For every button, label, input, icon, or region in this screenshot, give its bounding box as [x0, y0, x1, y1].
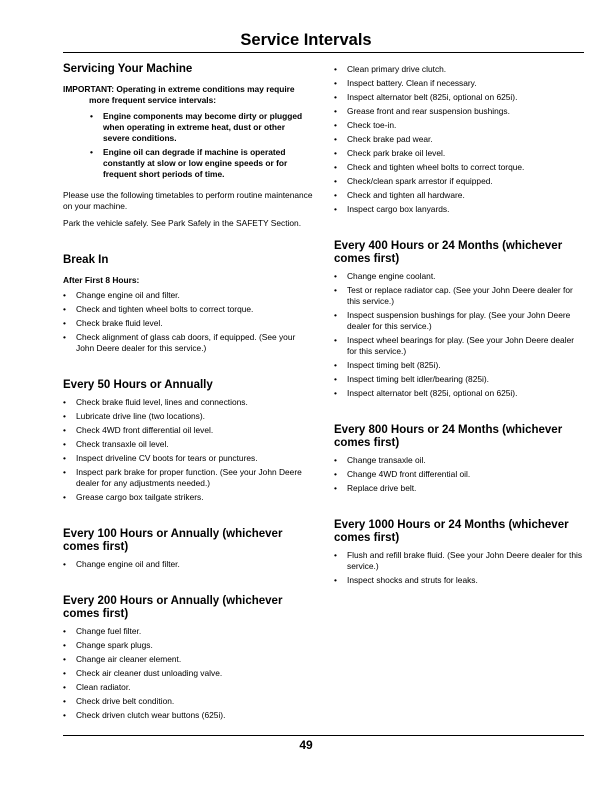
intro-paragraph: Please use the following timetables to perform routine maintenance on your machine.: [63, 190, 313, 211]
list-item: • Check alignment of glass cab doors, if equipped. (See your John Deere dealer for this service.): [76, 332, 313, 354]
important-item: • Engine oil can degrade if machine is operated constantly at slow or low engine speeds or for frequent short periods of time.: [103, 147, 313, 180]
important-item: • Engine components may become dirty or plugged when operating in extreme heat, dust or other severe conditions.: [103, 111, 313, 144]
every-800-heading: Every 800 Hours or 24 Months (whichever comes first): [334, 424, 563, 449]
every-400-list: [334, 271, 584, 399]
list-item: • Check/clean spark arrestor if equipped.: [347, 176, 584, 187]
list-item: • Test or replace radiator cap. (See your John Deere dealer for this service.): [347, 285, 584, 307]
list-item: • Replace drive belt.: [347, 483, 584, 494]
every-400-heading: Every 400 Hours or 24 Months (whichever comes first): [334, 240, 563, 265]
break-in-subheading: After First 8 Hours:: [63, 275, 140, 285]
list-item: • Check brake fluid level, lines and connections.: [76, 397, 313, 408]
break-in-heading: Break In: [63, 254, 109, 266]
list-item: • Change transaxle oil.: [347, 455, 584, 466]
list-item: • Check and tighten wheel bolts to correct torque.: [76, 304, 313, 315]
list-item: • Inspect timing belt (825i).: [347, 360, 584, 371]
list-item: • Change engine coolant.: [347, 271, 584, 282]
list-item: • Check transaxle oil level.: [76, 439, 313, 450]
list-item: • Grease cargo box tailgate strikers.: [76, 492, 313, 503]
list-item: • Inspect timing belt idler/bearing (825i).: [347, 374, 584, 385]
list-item: • Change air cleaner element.: [76, 654, 313, 665]
left-column: [63, 63, 313, 724]
list-item: • Inspect park brake for proper function. (See your John Deere dealer for any adjustments needed.): [76, 467, 313, 489]
every-50-heading: Every 50 Hours or Annually: [63, 379, 213, 391]
header-rule: [63, 52, 584, 53]
every-200-heading: Every 200 Hours or Annually (whichever comes first): [63, 595, 283, 620]
list-item: • Inspect alternator belt (825i, optional on 625i).: [347, 92, 584, 103]
list-item: • Grease front and rear suspension bushings.: [347, 106, 584, 117]
right-column: [334, 63, 584, 589]
list-item: • Change engine oil and filter.: [76, 559, 313, 570]
every-50-list: [63, 397, 313, 503]
important-notice: IMPORTANT: Operating in extreme conditions may require more frequent service intervals:: [63, 84, 295, 105]
list-item: • Inspect shocks and struts for leaks.: [347, 575, 584, 586]
list-item: • Check toe-in.: [347, 120, 584, 131]
every-1000-list: [334, 550, 584, 586]
list-item: • Inspect suspension bushings for play. (See your John Deere dealer for this service.): [347, 310, 584, 332]
every-100-list: [63, 559, 313, 570]
important-list: [63, 111, 313, 180]
list-item: • Inspect cargo box lanyards.: [347, 204, 584, 215]
page-title: Service Intervals: [240, 31, 372, 49]
list-item: • Check drive belt condition.: [76, 696, 313, 707]
list-item: • Check and tighten wheel bolts to correct torque.: [347, 162, 584, 173]
list-item: • Check brake pad wear.: [347, 134, 584, 145]
every-200-list: [63, 626, 313, 721]
list-item: • Inspect driveline CV boots for tears or punctures.: [76, 453, 313, 464]
footer-rule: [63, 735, 584, 736]
servicing-heading: Servicing Your Machine: [63, 63, 193, 75]
list-item: • Check park brake oil level.: [347, 148, 584, 159]
every-1000-heading: Every 1000 Hours or 24 Months (whichever comes first): [334, 519, 569, 544]
break-in-list: [63, 290, 313, 354]
every-200-list-continued: [334, 64, 584, 215]
park-safely-paragraph: Park the vehicle safely. See Park Safely in the SAFETY Section.: [63, 218, 302, 228]
list-item: • Inspect alternator belt (825i, optional on 625i).: [347, 388, 584, 399]
list-item: • Check air cleaner dust unloading valve.: [76, 668, 313, 679]
list-item: • Check brake fluid level.: [76, 318, 313, 329]
list-item: • Check driven clutch wear buttons (625i).: [76, 710, 313, 721]
page-number: 49: [299, 738, 313, 752]
list-item: • Change engine oil and filter.: [76, 290, 313, 301]
list-item: • Clean primary drive clutch.: [347, 64, 584, 75]
list-item: • Clean radiator.: [76, 682, 313, 693]
list-item: • Inspect wheel bearings for play. (See your John Deere dealer for this service.): [347, 335, 584, 357]
list-item: • Inspect battery. Clean if necessary.: [347, 78, 584, 89]
every-100-heading: Every 100 Hours or Annually (whichever comes first): [63, 528, 283, 553]
list-item: • Change spark plugs.: [76, 640, 313, 651]
list-item: • Flush and refill brake fluid. (See your John Deere dealer for this service.): [347, 550, 584, 572]
list-item: • Check 4WD front differential oil level.: [76, 425, 313, 436]
every-800-list: [334, 455, 584, 494]
list-item: • Check and tighten all hardware.: [347, 190, 584, 201]
list-item: • Change 4WD front differential oil.: [347, 469, 584, 480]
list-item: • Change fuel filter.: [76, 626, 313, 637]
list-item: • Lubricate drive line (two locations).: [76, 411, 313, 422]
